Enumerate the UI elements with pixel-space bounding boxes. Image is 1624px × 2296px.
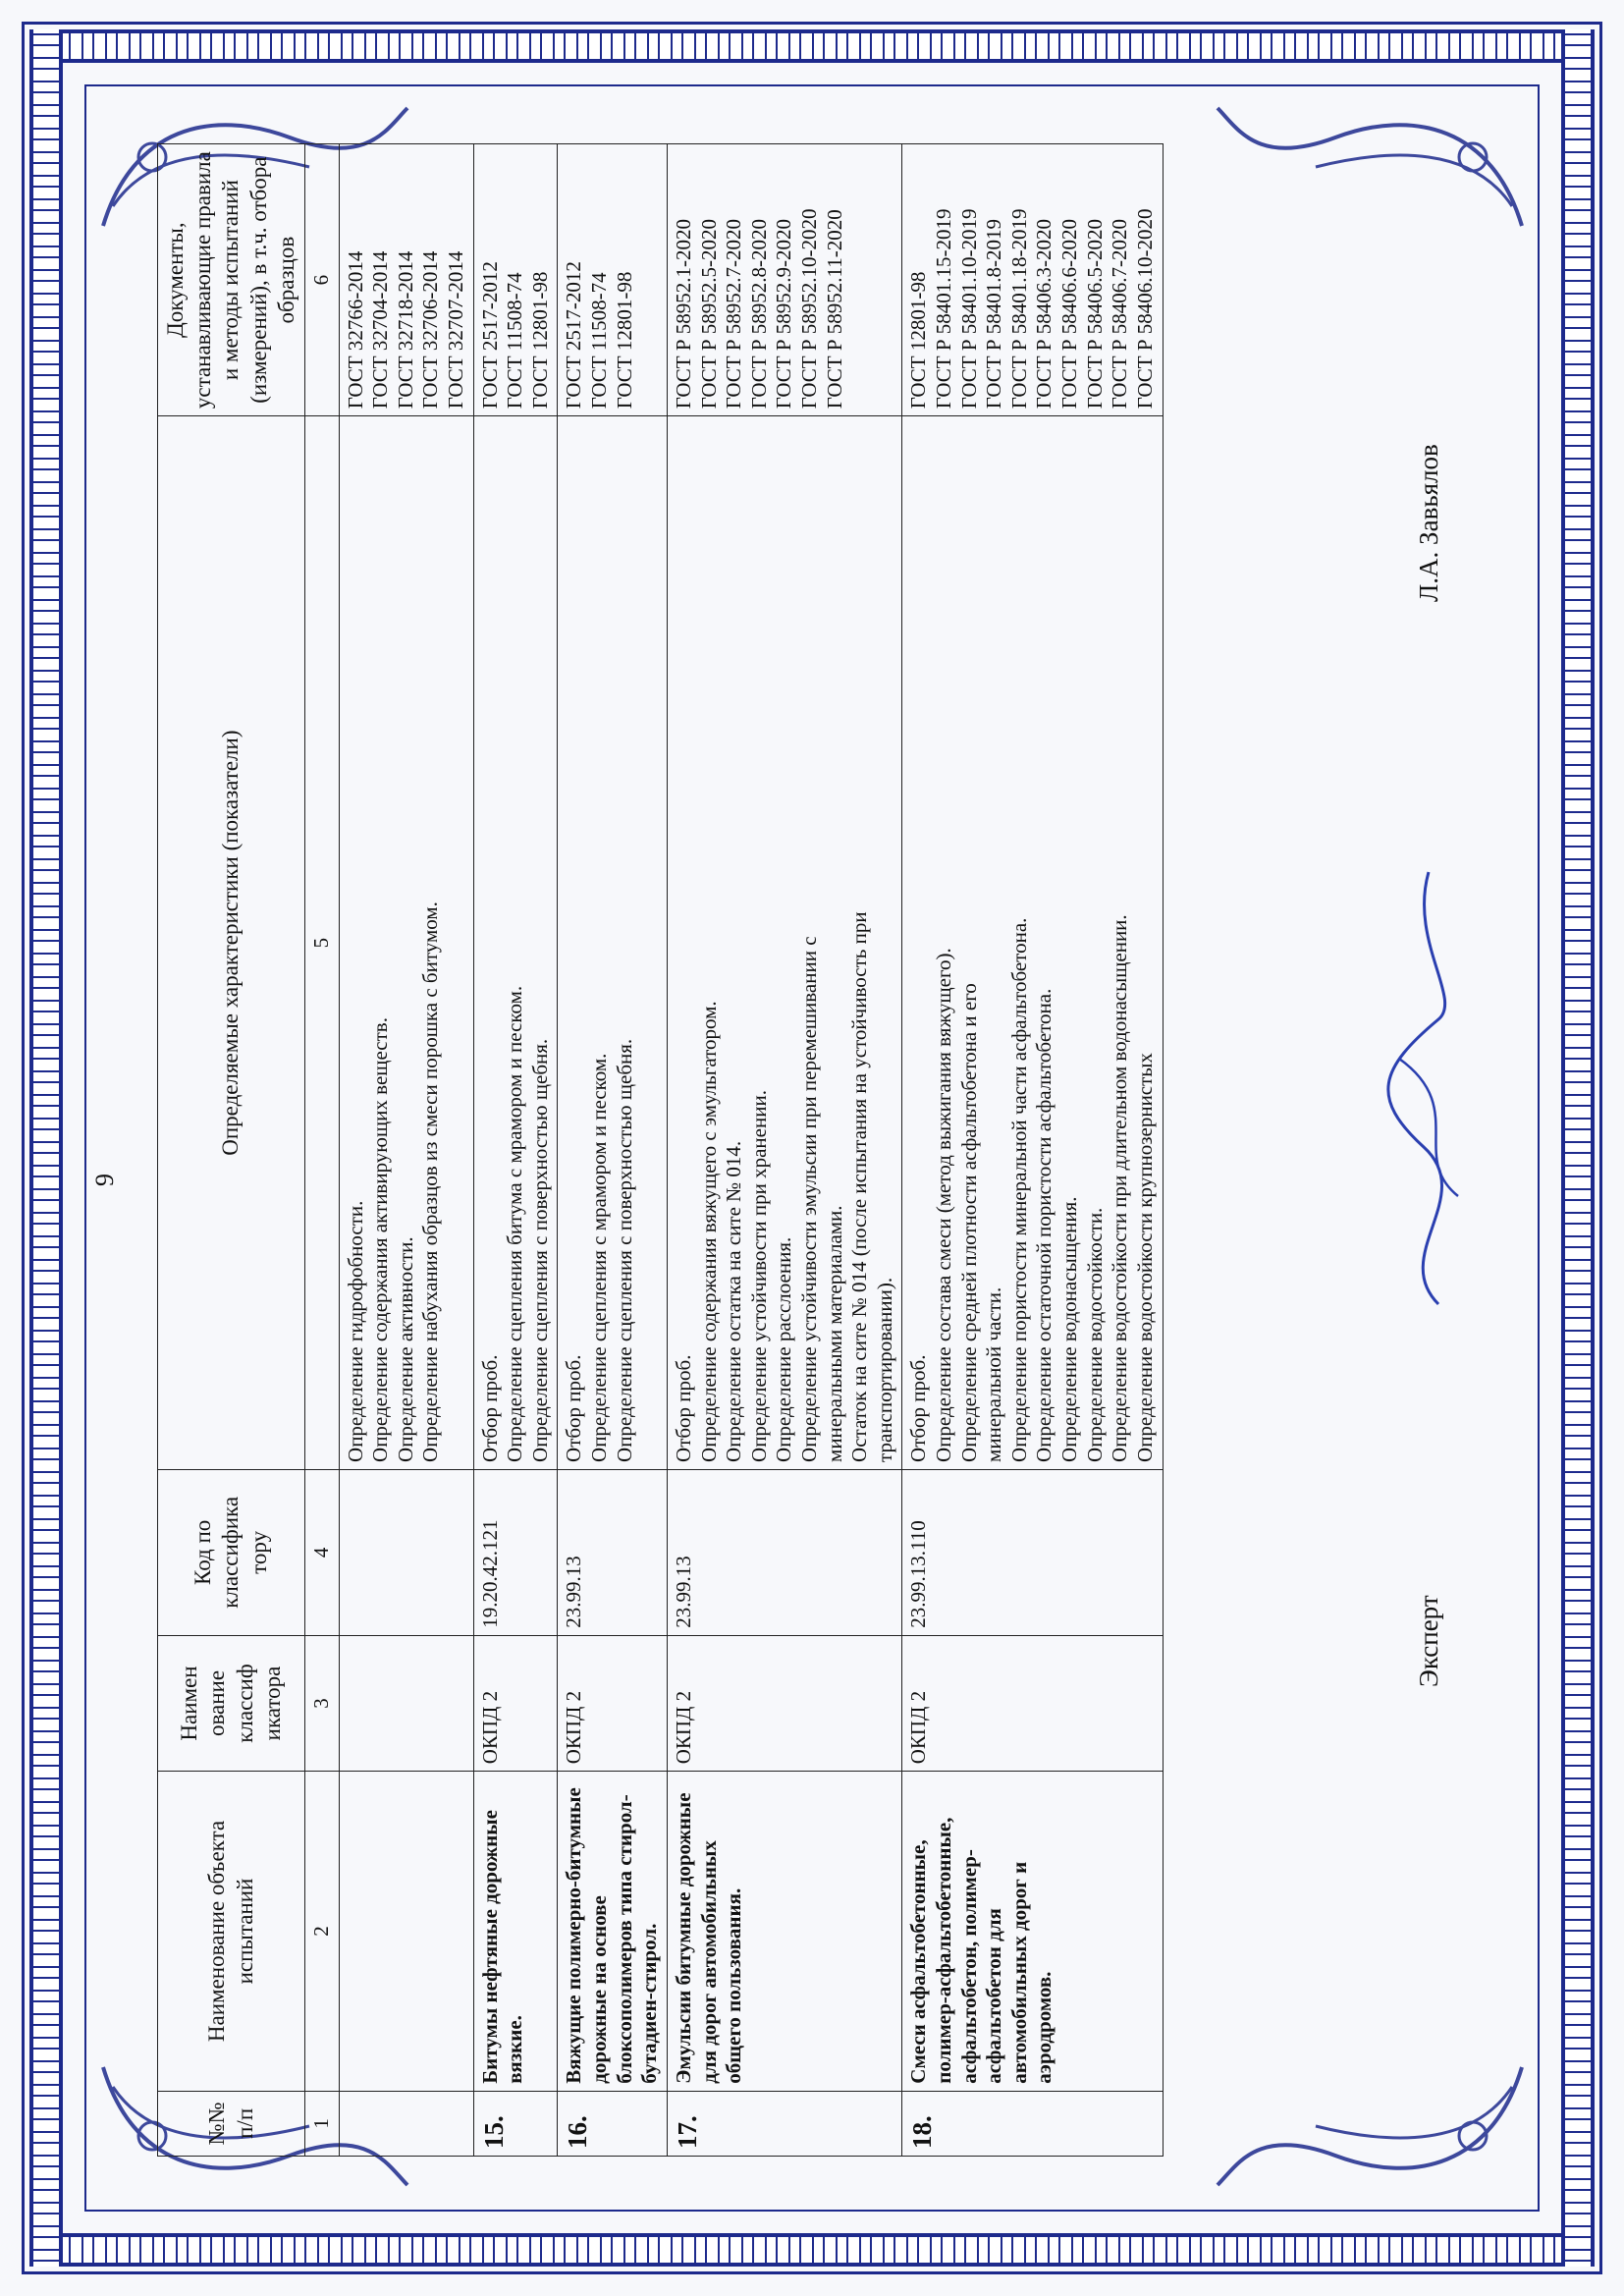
row-number xyxy=(339,2091,473,2156)
document-line: ГОСТ Р 58952.1-2020 xyxy=(671,218,695,410)
header-cell: Код по классифика тору xyxy=(158,1469,305,1635)
characteristic-line: Отбор проб. xyxy=(671,1354,695,1462)
test-object: Эмульсии битумные дорожные для дорог автомобильных общего пользования. xyxy=(667,1772,901,2091)
document-line: ГОСТ Р 58406.10-2020 xyxy=(1132,208,1157,410)
column-number: 6 xyxy=(305,144,340,416)
documents xyxy=(339,144,473,416)
document-line: ГОСТ 12801-98 xyxy=(612,271,636,410)
table-row xyxy=(667,144,901,2157)
characteristic-line: Определение содержания активирующих веществ. xyxy=(368,1017,393,1462)
column-number: 4 xyxy=(305,1469,340,1635)
document-line: ГОСТ Р 58952.8-2020 xyxy=(746,218,771,410)
document-line: ГОСТ Р 58952.7-2020 xyxy=(722,218,746,410)
header-cell: Документы, устанавливающие правила и методы испытаний (измерений), в т.ч. отбора образцов xyxy=(158,144,305,416)
classifier-code xyxy=(339,1469,473,1635)
document-line: ГОСТ Р 58952.11-2020 xyxy=(822,209,846,410)
document-line: ГОСТ Р 58406.7-2020 xyxy=(1108,218,1132,410)
characteristics xyxy=(902,416,1163,1470)
characteristic-line: Определение набухания образцов из смеси порошка с битумом. xyxy=(418,902,443,1462)
document-line: ГОСТ 12801-98 xyxy=(527,271,552,410)
characteristic-line: Определение водостойкости. xyxy=(1082,1207,1107,1462)
row-number: 17. xyxy=(667,2091,901,2156)
document-line: ГОСТ Р 58952.9-2020 xyxy=(772,218,796,410)
table-row xyxy=(473,144,558,2157)
characteristic-line: Определение остатка на сите № 014. xyxy=(722,1140,746,1462)
classifier: ОКПД 2 xyxy=(667,1635,901,1772)
characteristics xyxy=(558,416,667,1470)
documents xyxy=(667,144,901,416)
document-line: ГОСТ 32706-2014 xyxy=(418,250,443,410)
header-cell: Определяемые характеристики (показатели) xyxy=(158,416,305,1470)
classifier-code: 23.99.13 xyxy=(667,1469,901,1635)
column-number-row xyxy=(305,144,340,2157)
documents xyxy=(473,144,558,416)
characteristic-line: Определение состава смеси (метод выжигания вяжущего). xyxy=(932,948,956,1462)
document-line: ГОСТ Р 58401.8-2019 xyxy=(982,218,1006,410)
document-line: ГОСТ 2517-2012 xyxy=(477,261,502,410)
document-line: ГОСТ 32707-2014 xyxy=(444,250,468,410)
characteristic-line: Определение устойчивости при хранении. xyxy=(746,1090,771,1462)
column-number: 1 xyxy=(305,2091,340,2156)
characteristic-line: минеральной части. xyxy=(982,1286,1006,1462)
document-line: ГОСТ Р 58406.3-2020 xyxy=(1032,218,1056,410)
classifier: ОКПД 2 xyxy=(558,1635,667,1772)
characteristics xyxy=(473,416,558,1470)
document-line: ГОСТ Р 58952.5-2020 xyxy=(696,218,721,410)
document-line: ГОСТ 32766-2014 xyxy=(343,250,367,410)
handwritten-signature xyxy=(1370,862,1488,1314)
classifier: ОКПД 2 xyxy=(902,1635,1163,1772)
characteristic-line: Отбор проб. xyxy=(562,1354,586,1462)
characteristic-line: Определение сцепления с поверхностью щебня. xyxy=(527,1038,552,1462)
accreditation-table xyxy=(157,143,1164,2157)
document-line: ГОСТ 32704-2014 xyxy=(368,250,393,410)
row-number: 15. xyxy=(473,2091,558,2156)
expert-name: Л.А. Завьялов xyxy=(1414,444,1443,602)
documents xyxy=(558,144,667,416)
row-number: 18. xyxy=(902,2091,1163,2156)
document-line: ГОСТ Р 58401.18-2019 xyxy=(1006,208,1031,410)
classifier-code: 19.20.42.121 xyxy=(473,1469,558,1635)
document-line: ГОСТ Р 58401.10-2019 xyxy=(956,208,981,410)
document-line: ГОСТ Р 58401.15-2019 xyxy=(932,208,956,410)
header-cell: Наименование объекта испытаний xyxy=(158,1772,305,2091)
document-line: ГОСТ Р 58406.5-2020 xyxy=(1082,218,1107,410)
characteristic-line: Определение активности. xyxy=(393,1236,417,1462)
document-line: ГОСТ 11508-74 xyxy=(587,272,612,410)
characteristic-line: Отбор проб. xyxy=(477,1354,502,1462)
classifier-code: 23.99.13 xyxy=(558,1469,667,1635)
characteristic-line: Определение водонасыщения. xyxy=(1057,1196,1082,1462)
characteristic-line: Определение расслоения. xyxy=(772,1236,796,1462)
test-object: Битумы нефтяные дорожные вязкие. xyxy=(473,1772,558,2091)
characteristic-line: Определение водостойкости при длительном водонасыщении. xyxy=(1108,914,1132,1462)
characteristics xyxy=(339,416,473,1470)
characteristic-line: Определение пористости минеральной части асфальтобетона. xyxy=(1006,917,1031,1462)
characteristic-line: транспортировании). xyxy=(872,1277,896,1462)
document-line: ГОСТ 12801-98 xyxy=(906,271,931,410)
characteristic-line: Остаток на сите № 014 (после испытания на устойчивость при xyxy=(847,911,872,1462)
characteristic-line: Определение сцепления с мрамором и песком. xyxy=(587,1053,612,1462)
characteristic-line: минеральными материалами. xyxy=(822,1205,846,1462)
characteristic-line: Определение сцепления с поверхностью щебня. xyxy=(612,1038,636,1462)
characteristic-line: Определение гидрофобности. xyxy=(343,1200,367,1462)
document-line: ГОСТ 2517-2012 xyxy=(562,261,586,410)
characteristic-line: Определение устойчивости эмульсии при перемешивании с xyxy=(796,936,821,1462)
page-number: 9 xyxy=(90,1174,119,1186)
table-header-row xyxy=(158,144,305,2157)
document-line: ГОСТ 11508-74 xyxy=(503,272,527,410)
classifier xyxy=(339,1635,473,1772)
characteristic-line: Определение содержания вяжущего с эмульгатором. xyxy=(696,1001,721,1462)
header-cell: Наимен ование классиф икатора xyxy=(158,1635,305,1772)
test-object: Вяжущие полимерно-битумные дорожные на основе блоксополимеров типа стирол-бутадиен-стирол. xyxy=(558,1772,667,2091)
characteristic-line: Определение остаточной пористости асфальтобетона. xyxy=(1032,988,1056,1462)
table-row xyxy=(339,144,473,2157)
classifier: ОКПД 2 xyxy=(473,1635,558,1772)
row-number: 16. xyxy=(558,2091,667,2156)
column-number: 5 xyxy=(305,416,340,1470)
header-cell: №№ п/п xyxy=(158,2091,305,2156)
table-row xyxy=(902,144,1163,2157)
classifier-code: 23.99.13.110 xyxy=(902,1469,1163,1635)
characteristic-line: Определение сцепления битума с мрамором и песком. xyxy=(503,985,527,1462)
document-line: ГОСТ 32718-2014 xyxy=(393,250,417,410)
document-line: ГОСТ Р 58406.6-2020 xyxy=(1057,218,1082,410)
characteristics xyxy=(667,416,901,1470)
characteristic-line: Отбор проб. xyxy=(906,1354,931,1462)
expert-label: Эксперт xyxy=(1414,1595,1443,1687)
documents xyxy=(902,144,1163,416)
column-number: 2 xyxy=(305,1772,340,2091)
document-line: ГОСТ Р 58952.10-2020 xyxy=(796,208,821,410)
table-row xyxy=(558,144,667,2157)
characteristic-line: Определение средней плотности асфальтобетона и его xyxy=(956,983,981,1462)
test-object: Смеси асфальтобетонные, полимер-асфальтобетонные, асфальтобетон, полимер-асфальтобетон для автомобильных дорог и аэродромов. xyxy=(902,1772,1163,2091)
characteristic-line: Определение водостойкости крупнозернистых xyxy=(1132,1053,1157,1462)
test-object xyxy=(339,1772,473,2091)
column-number: 3 xyxy=(305,1635,340,1772)
